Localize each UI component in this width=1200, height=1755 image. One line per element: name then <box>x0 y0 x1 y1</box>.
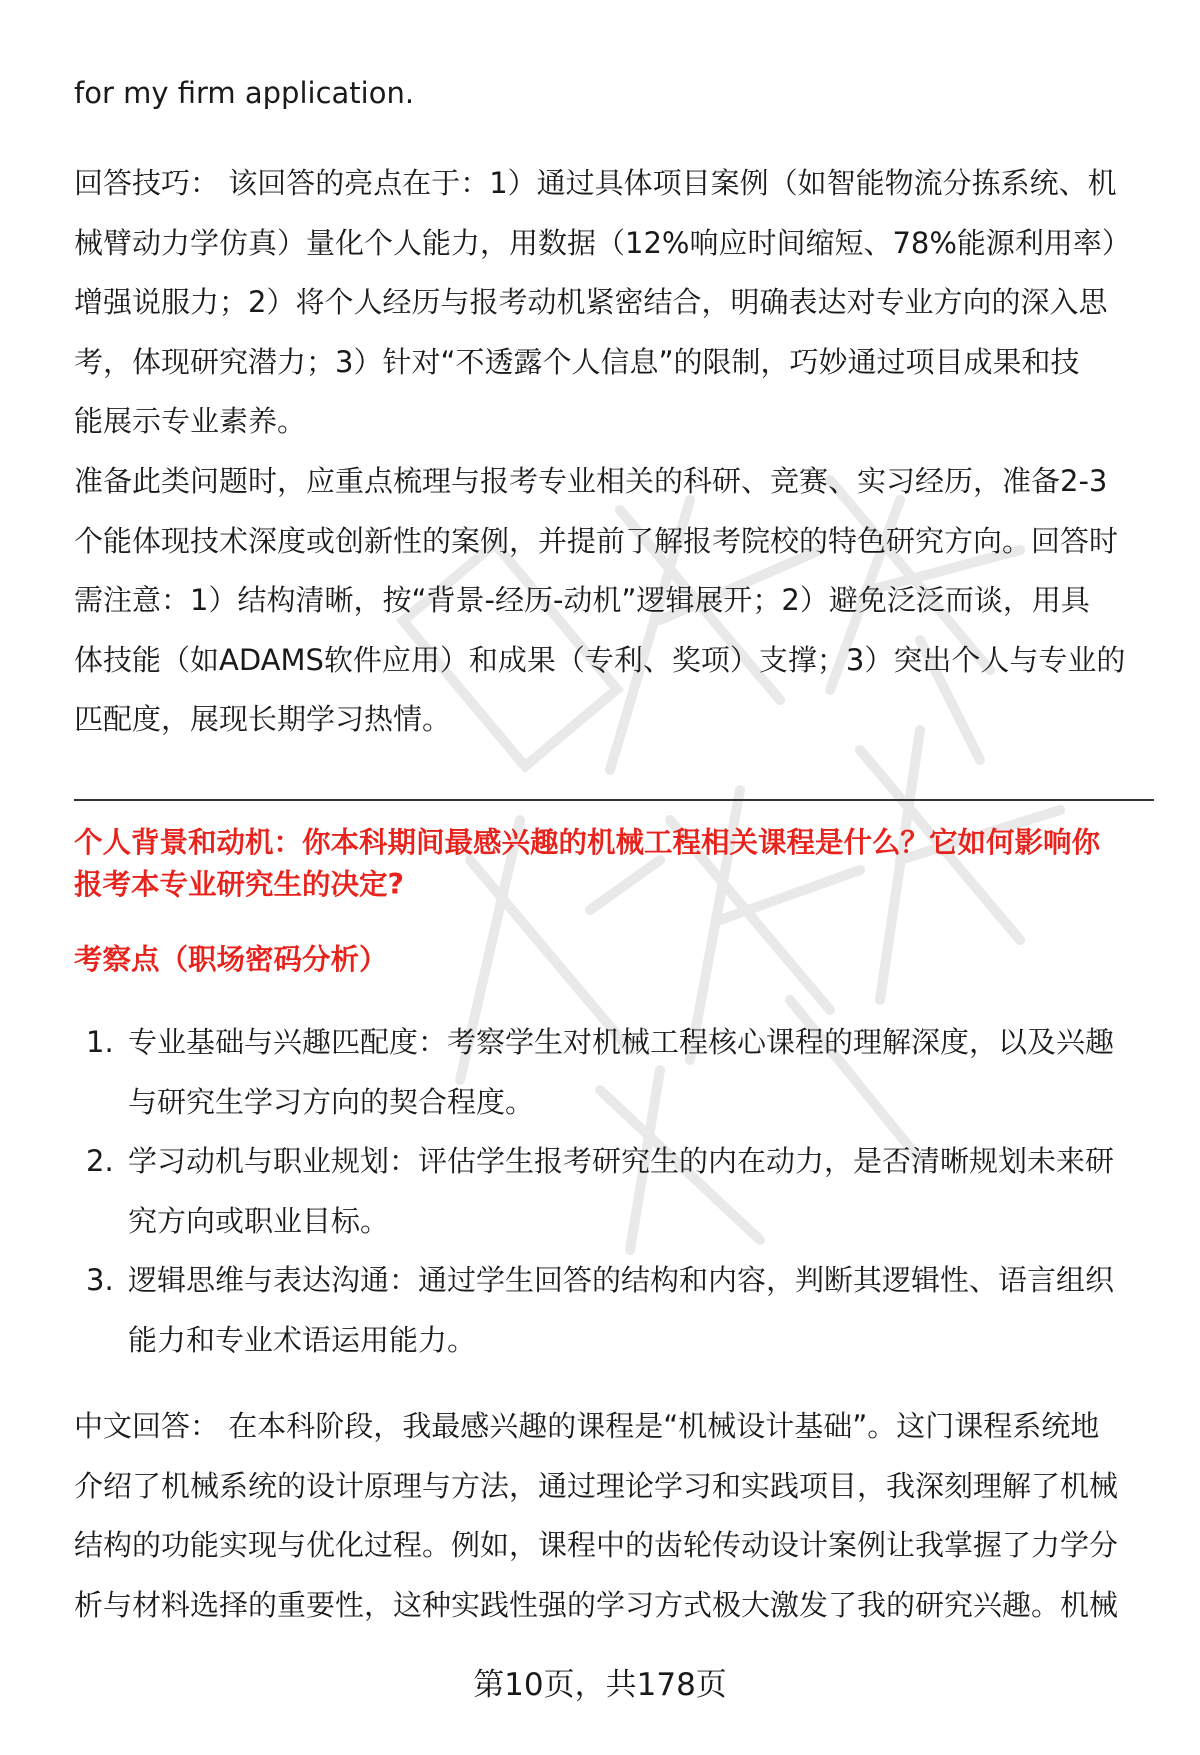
tip-line: 增强说服力；2）将个人经历与报考动机紧密结合，明确表达对专业方向的深入思 <box>74 285 1108 319</box>
list-item-line: 究方向或职业目标。 <box>128 1203 390 1238</box>
list-item <box>74 1013 1154 1132</box>
tip-line: 回答技巧： 该回答的亮点在于：1）通过具体项目案例（如智能物流分拣系统、机 <box>74 166 1117 200</box>
tip-line: 考，体现研究潜力；3）针对“不透露个人信息”的限制，巧妙通过项目成果和技 <box>74 344 1080 379</box>
prep-line: 准备此类问题时，应重点梳理与报考专业相关的科研、竞赛、实习经历，准备2-3 <box>74 464 1108 498</box>
question-line: 报考本专业研究生的决定? <box>74 868 405 901</box>
list-item <box>74 1132 1154 1251</box>
chinese-answer-paragraph <box>74 1397 1154 1635</box>
list-item-line: 能力和专业术语运用能力。 <box>128 1322 477 1357</box>
prep-line: 个能体现技术深度或创新性的案例，并提前了解报考院校的特色研究方向。回答时 <box>74 523 1119 558</box>
question-heading <box>74 822 1154 906</box>
list-item-line: 逻辑思维与表达沟通：通过学生回答的结构和内容，判断其逻辑性、语言组织 <box>128 1263 1115 1297</box>
tip-line: 能展示专业素养。 <box>74 404 307 438</box>
answer-tips-paragraph <box>74 154 1154 452</box>
answer-line: 介绍了机械系统的设计原理与方法，通过理论学习和实践项目，我深刻理解了机械 <box>74 1468 1119 1503</box>
section-divider <box>74 799 1154 801</box>
page-number: 第10页，共178页 <box>473 1667 727 1703</box>
question-line: 个人背景和动机：你本科期间最感兴趣的机械工程相关课程是什么？它如何影响你 <box>74 826 1101 859</box>
answer-line: 中文回答： 在本科阶段，我最感兴趣的课程是“机械设计基础”。这门课程系统地 <box>74 1409 1100 1443</box>
list-number: 2. <box>86 1144 114 1178</box>
list-number: 3. <box>86 1263 114 1297</box>
list-number: 1. <box>86 1025 114 1059</box>
answer-line: 析与材料选择的重要性，这种实践性强的学习方式极大激发了我的研究兴趣。机械 <box>74 1587 1119 1622</box>
list-item-line: 专业基础与兴趣匹配度：考察学生对机械工程核心课程的理解深度，以及兴趣 <box>128 1025 1115 1059</box>
tip-line: 械臂动力学仿真）量化个人能力，用数据（12%响应时间缩短、78%能源利用率） <box>74 225 1131 260</box>
prep-line: 体技能（如ADAMS软件应用）和成果（专利、奖项）支撑；3）突出个人与专业的 <box>74 642 1126 677</box>
prep-line: 需注意：1）结构清晰，按“背景-经历-动机”逻辑展开；2）避免泛泛而谈，用具 <box>74 583 1090 617</box>
prep-line: 匹配度，展现长期学习热情。 <box>74 702 452 736</box>
preparation-paragraph <box>74 452 1154 750</box>
previous-answer-end: for my firm application. <box>74 76 415 110</box>
list-item <box>74 1251 1154 1370</box>
list-item-line: 学习动机与职业规划：评估学生报考研究生的内在动力，是否清晰规划未来研 <box>128 1144 1115 1178</box>
list-item-line: 与研究生学习方向的契合程度。 <box>128 1084 535 1119</box>
exam-points-heading: 考察点（职场密码分析） <box>74 943 388 976</box>
exam-points-list <box>74 1013 1154 1370</box>
answer-line: 结构的功能实现与优化过程。例如，课程中的齿轮传动设计案例让我掌握了力学分 <box>74 1528 1119 1562</box>
